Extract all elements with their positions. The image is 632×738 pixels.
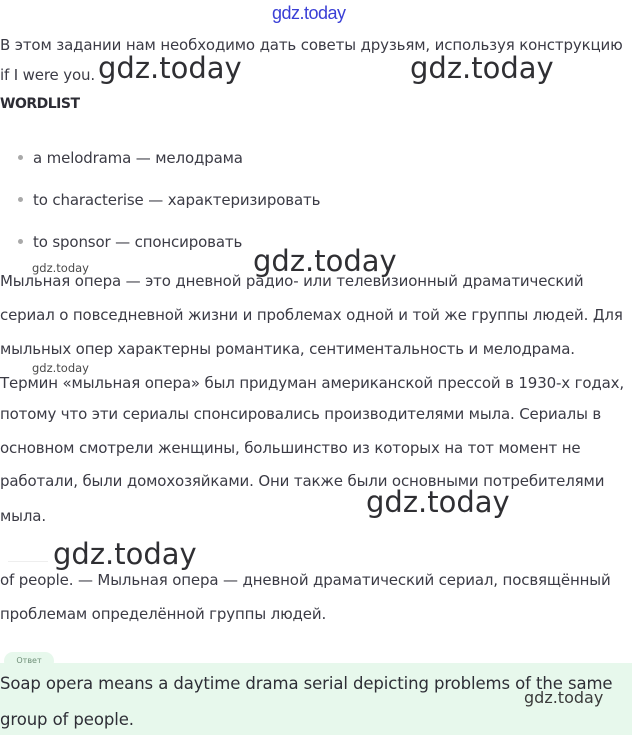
bullet-icon: [18, 155, 23, 160]
history-line-4: работали, были домохозяйками. Они также были основными потребителями: [0, 472, 605, 490]
watermark: gdz.today: [98, 51, 242, 85]
bullet-icon: [18, 239, 23, 244]
history-line-2: потому что эти сериалы спонсировались производителями мыла. Сериалы в: [0, 405, 602, 423]
list-item-text: a melodrama — мелодрама: [33, 149, 243, 167]
watermark: gdz.today: [32, 361, 89, 375]
definition-line-1: Мыльная опера — это дневной радио- или телевизионный драматический: [0, 272, 584, 290]
list-item: [18, 149, 243, 167]
watermark: gdz.today: [524, 688, 604, 707]
history-line-3: основном смотрели женщины, большинство из которых на тот момент не: [0, 439, 581, 457]
list-item: [18, 191, 320, 209]
bullet-icon: [18, 197, 23, 202]
list-item-text: to characterise — характеризировать: [33, 191, 321, 209]
watermark-top: gdz.today: [272, 3, 346, 23]
list-item-text: to sponsor — спонсировать: [33, 233, 243, 251]
history-line-1: Термин «мыльная опера» был придуман американской прессой в 1930-х годах,: [0, 374, 624, 392]
translation-line-2: проблемам определённой группы людей.: [0, 605, 327, 623]
watermark: gdz.today: [53, 537, 197, 571]
list-item: [18, 233, 242, 251]
answer-line-2: group of people.: [0, 710, 134, 729]
watermark: gdz.today: [366, 485, 510, 519]
intro-line-1: В этом задании нам необходимо дать советы друзьям, используя конструкцию: [0, 36, 623, 54]
intro-line-2: if I were you.: [0, 66, 95, 84]
wordlist-heading: WORDLIST: [0, 96, 80, 112]
answer-tag: Ответ: [4, 652, 54, 670]
answer-line-1: Soap opera means a daytime drama serial depicting problems of the same: [0, 674, 613, 693]
translation-line-1: of people. — Мыльная опера — дневной драматический сериал, посвящённый: [0, 571, 611, 589]
divider: [8, 561, 48, 562]
history-line-5: мыла.: [0, 507, 46, 525]
watermark: gdz.today: [253, 244, 397, 278]
watermark: gdz.today: [32, 261, 89, 275]
watermark: gdz.today: [410, 51, 554, 85]
definition-line-2: сериал о повседневной жизни и проблемах одной и той же группы людей. Для: [0, 306, 623, 324]
definition-line-3: мыльных опер характерны романтика, сентиментальность и мелодрама.: [0, 340, 575, 358]
